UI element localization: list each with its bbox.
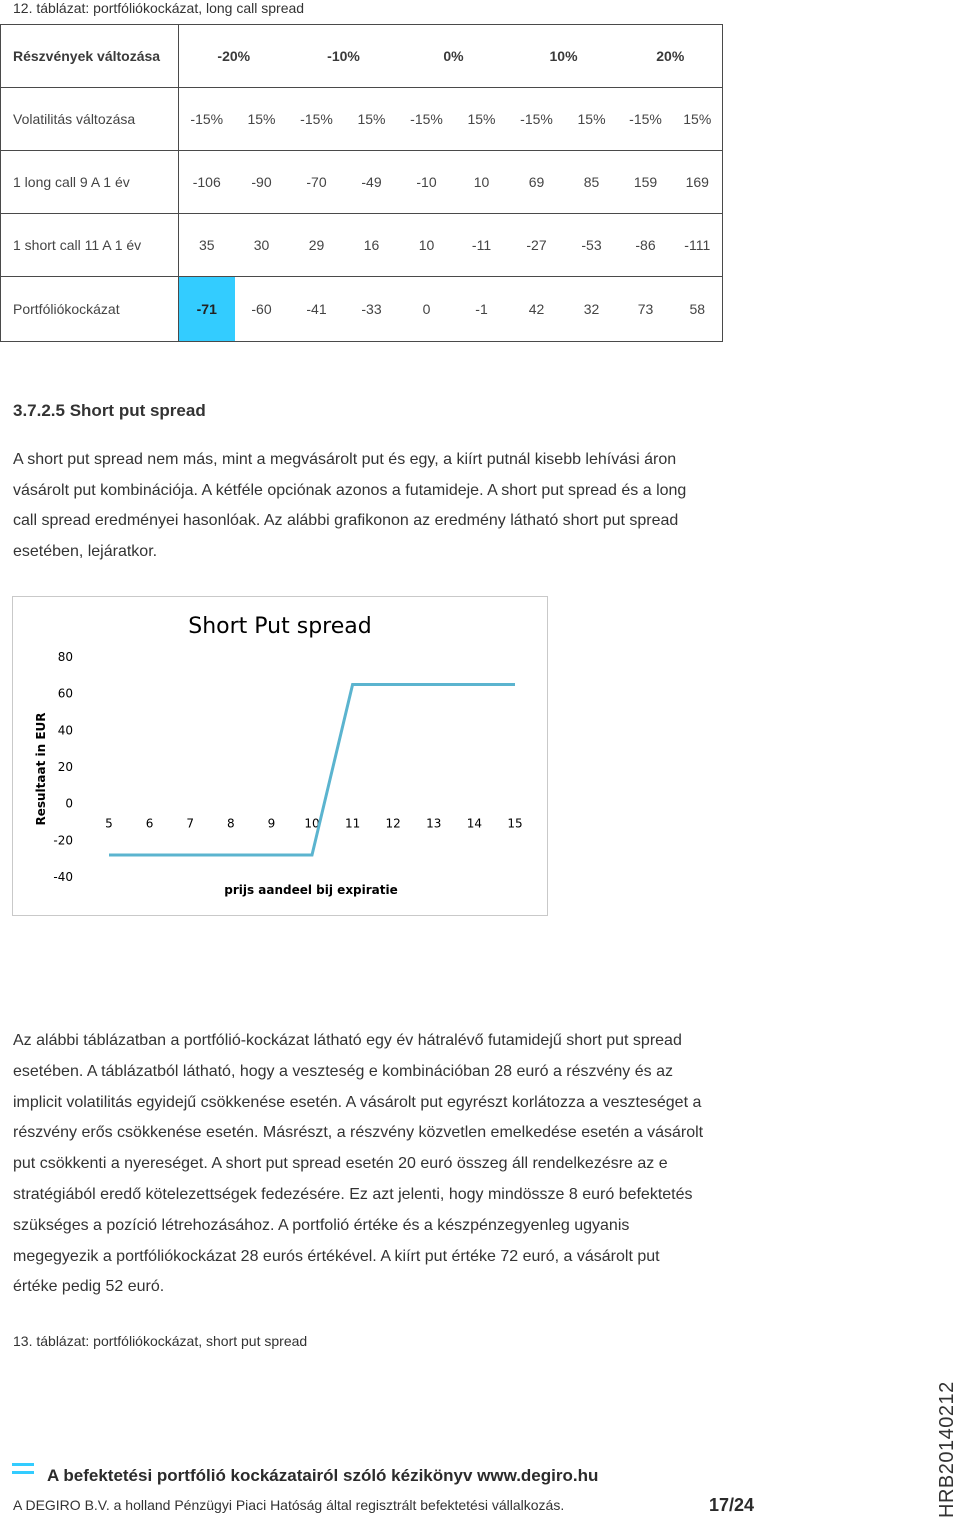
table-cell: -15% [399,88,455,151]
table-cell: -60 [235,277,289,342]
table-cell: 73 [619,277,673,342]
table-cell: 35 [179,214,235,277]
table-cell: 16 [345,214,399,277]
y-tick-label: 40 [57,723,73,738]
table-row [1,151,723,214]
paragraph-line: put csökkenti a nyereséget. A short put spread esetén 20 euró összeg áll rendelkezésre az e [13,1155,668,1173]
page-number: 17/24 [709,1495,755,1515]
table-cell: -111 [673,214,723,277]
short-put-spread-chart [12,596,548,916]
table-cell: -33 [345,277,399,342]
table-cell: 32 [565,277,619,342]
y-tick-label: -20 [53,833,73,848]
chart-svg [13,597,547,915]
table-cell: 15% [235,88,289,151]
table-cell: 58 [673,277,723,342]
table-cell: 15% [673,88,723,151]
paragraph-line: részvény erős csökkenése esetén. Másrészt, a részvény közvetlen emelkedése esetén a vásárolt [13,1124,704,1142]
table-row [1,25,723,88]
table-cell: 42 [509,277,565,342]
paragraph-line: esetében, lejáratkor. [13,542,158,560]
table-cell: 15% [345,88,399,151]
table-cell: 0% [399,25,509,88]
table-cell: 69 [509,151,565,214]
table-cell: -10% [289,25,399,88]
x-tick-label: 10 [304,816,320,831]
paragraph-line: A short put spread nem más, mint a megvásárolt put és egy, a kiírt putnál kisebb lehívási áron [13,451,677,468]
table-row [1,214,723,277]
x-tick-label: 15 [507,816,523,831]
paragraph-2 [13,1026,788,1303]
y-tick-label: 20 [57,760,73,774]
x-tick-label: 11 [344,816,361,831]
table-cell: 15% [565,88,619,151]
x-tick-label: 6 [145,816,154,831]
section-heading: 3.7.2.5 Short put spread [13,401,206,420]
table-12-caption: 12. táblázat: portfóliókockázat, long call spread [13,0,305,16]
table-cell: 159 [619,151,673,214]
y-tick-label: 60 [57,686,73,701]
table-cell: -90 [235,151,289,214]
table-cell: 10 [455,151,509,214]
table-cell: 85 [565,151,619,214]
table-cell: -11 [455,214,509,277]
table-cell: -27 [509,214,565,277]
x-tick-label: 12 [385,816,401,831]
y-tick-label: 80 [57,650,73,664]
x-axis-label: prijs aandeel bij expiratie [224,883,398,897]
table-cell: 30 [235,214,289,277]
table-row [1,277,723,342]
paragraph-line: call spread eredményei hasonlóak. Az alábbi grafikonon az eredmény látható short put spread [13,512,679,529]
table-cell: -70 [289,151,345,214]
table-cell: -49 [345,151,399,214]
document-code: HRB20140212 [936,1381,958,1518]
table-cell: -10 [399,151,455,214]
table-cell: 29 [289,214,345,277]
section-paragraph [13,445,788,567]
y-tick-label: 0 [65,796,73,811]
paragraph-line: vásárolt put kombinációja. A kétféle opciónak azonos a futamideje. A short put spread és a long [13,481,687,499]
paragraph-line: megegyezik a portfóliókockázat 28 eurós értékével. A kiírt put értéke 72 euró, a vásárolt put [13,1247,660,1265]
table-row [1,88,723,151]
table-cell: -86 [619,214,673,277]
table-cell: -15% [289,88,345,151]
table-cell: 0 [399,277,455,342]
paragraph-line: esetében. A táblázatból látható, hogy a veszteség e kombinációban 28 euró a részvény és az [13,1062,673,1080]
x-tick-label: 14 [466,816,483,831]
x-tick-label: 7 [186,816,195,831]
table-cell: -1 [455,277,509,342]
row-header: Portfóliókockázat [1,277,179,342]
footer-title: A befektetési portfólió kockázatairól szóló kézikönyv www.degiro.hu [47,1466,599,1485]
table-cell: -71 [179,277,235,342]
x-tick-label: 5 [105,816,113,831]
row-header: 1 short call 11 A 1 év [1,214,179,277]
y-axis-label: Resultaat in EUR [34,712,48,826]
table-13-caption: 13. táblázat: portfóliókockázat, short put spread [13,1333,308,1349]
x-tick-label: 8 [226,816,235,831]
row-header: Volatilitás változása [1,88,179,151]
table-cell: -106 [179,151,235,214]
chart-title: Short Put spread [188,614,372,639]
table-cell: -41 [289,277,345,342]
table-cell: 20% [619,25,723,88]
table-cell: -15% [509,88,565,151]
x-tick-label: 13 [426,816,442,831]
table-cell: 10 [399,214,455,277]
table-cell: -15% [179,88,235,151]
paragraph-line: szükséges a pozíció létrehozásához. A portfolió értéke és a készpénzegyenleg ugyanis [13,1216,630,1234]
portfolio-risk-table [0,24,723,342]
table-cell: -15% [619,88,673,151]
table-cell: 10% [509,25,619,88]
paragraph-line: implicit volatilitás egyidejű csökkenése esetén. A vásárolt put egyrészt korlátozza a veszteséget a [13,1093,702,1111]
footer-subtitle: A DEGIRO B.V. a holland Pénzügyi Piaci Hatóság által regisztrált befektetési vállalkozás. [13,1497,565,1513]
row-header: Részvények változása [1,25,179,88]
table-cell: -53 [565,214,619,277]
table-cell: 15% [455,88,509,151]
y-tick-label: -40 [53,870,73,884]
footer-logo-mark [12,1463,34,1477]
x-tick-label: 9 [267,816,276,831]
table-cell: -20% [179,25,289,88]
paragraph-line: értéke pedig 52 euró. [13,1278,165,1296]
row-header: 1 long call 9 A 1 év [1,151,179,214]
table-cell: 169 [673,151,723,214]
paragraph-line: stratégiából eredő kötelezettségek fedezésére. Ez azt jelenti, hogy mindössze 8 euró befektetés [13,1185,693,1203]
paragraph-line: Az alábbi táblázatban a portfólió-kockázat látható egy év hátralévő futamidejű short put spread [13,1032,682,1049]
